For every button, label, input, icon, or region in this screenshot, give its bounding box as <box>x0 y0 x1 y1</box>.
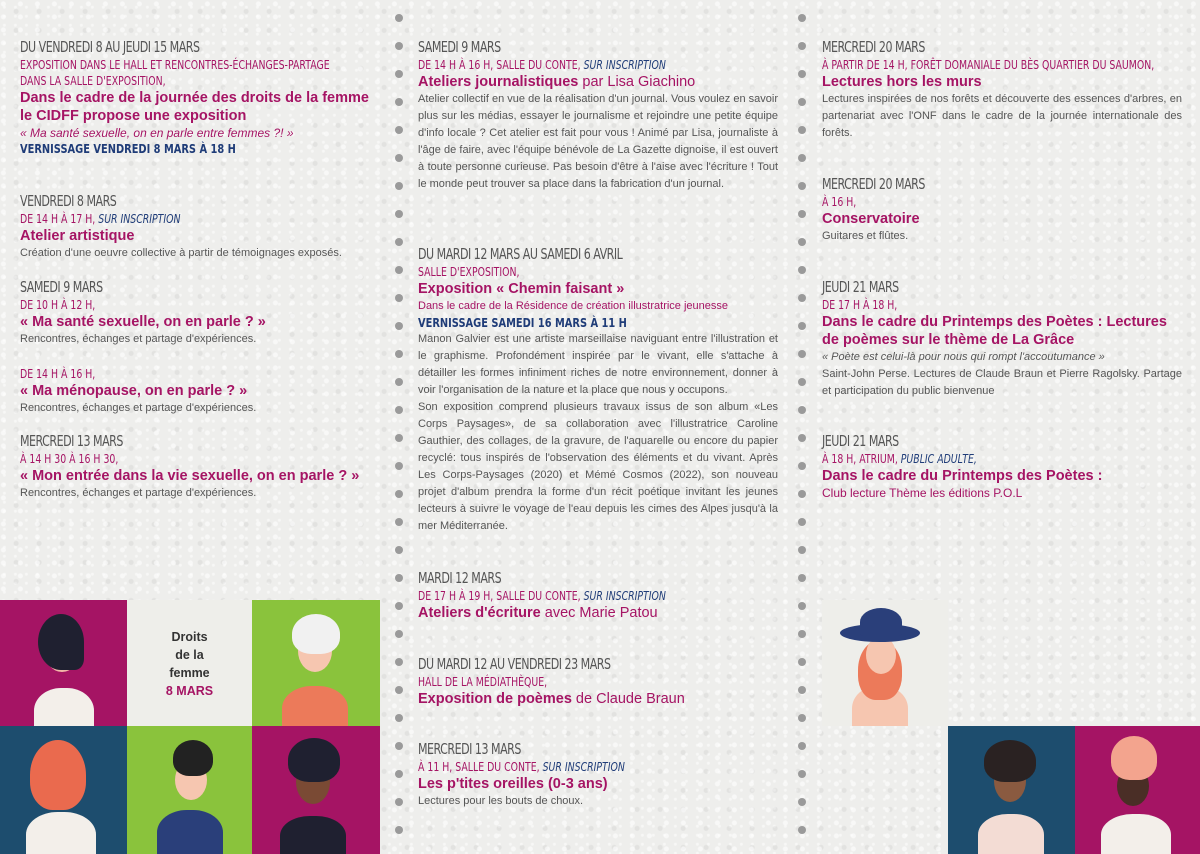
event-meta: EXPOSITION DANS LE HALL ET RENCONTRES-ÉCHANGES-PARTAGE <box>20 58 330 72</box>
perforation-dot <box>798 350 806 358</box>
event-date: VENDREDI 8 MARS <box>20 192 117 210</box>
event-subtitle: Dans le cadre de la Résidence de création illustratrice jeunesse <box>418 300 729 312</box>
perforation-dot <box>798 518 806 526</box>
droits-femme-badge <box>127 600 252 726</box>
event-title: Lectures hors les murs <box>822 74 982 90</box>
event-meta: DE 10 H À 12 H, <box>20 298 96 312</box>
event-date: SAMEDI 9 MARS <box>20 278 103 296</box>
event-meta-time: À 11 H, SALLE DU CONTE, <box>418 760 543 774</box>
event-date: MERCREDI 13 MARS <box>20 432 123 450</box>
event-chemin-faisant <box>418 245 778 535</box>
perforation-dot <box>395 434 403 442</box>
perforation-dot <box>798 658 806 666</box>
event-meta <box>418 57 699 73</box>
event-author: par Lisa Giachino <box>578 74 696 90</box>
perforation-dot <box>395 70 403 78</box>
event-title: Dans le cadre de la journée des droits de la femme le CIDFF propose une exposition <box>20 90 369 124</box>
event-title: Dans le cadre du Printemps des Poètes : <box>822 468 1103 484</box>
perforation-dot <box>395 630 403 638</box>
perforation-dot <box>798 826 806 834</box>
event-meta <box>418 759 699 775</box>
perforation-dot <box>395 406 403 414</box>
event-ptites-oreilles <box>418 740 778 810</box>
illustration-woman-curly <box>948 726 1075 854</box>
event-description: Son exposition comprend plusieurs travaux issus de son album «Les Corps Paysages», de sa collaboration avec l'illustratrice Caroline Gauthier, des collages, de la gravure, de l'aquarelle ou encore du papier recyclé: tous inspirés de l'observation des éléments et du vivant. Après Les Corps-Paysages (2020) et Mémé Cosmos (2022), son nouveau projet d'album prendra la forme d'un récit poétique invitant les jeunes lecteurs à suivre le voyage de l'eau depuis les cimes des Alpes jusqu'à la mer Méditerranée. <box>418 401 778 532</box>
perforation-dot <box>798 154 806 162</box>
perforation-dot <box>798 630 806 638</box>
event-meta-time: DE 17 H À 19 H, SALLE DU CONTE, <box>418 589 584 603</box>
event-date: MERCREDI 20 MARS <box>822 38 925 56</box>
perforation-dot <box>395 574 403 582</box>
perforation-dot <box>395 42 403 50</box>
badge-date: 8 MARS <box>165 684 214 698</box>
perforation-dot <box>798 462 806 470</box>
event-date: DU MARDI 12 MARS AU SAMEDI 6 AVRIL <box>418 245 623 263</box>
event-meta <box>20 211 302 227</box>
event-meta-inscription: SUR INSCRIPTION <box>98 212 181 226</box>
event-vernissage: VERNISSAGE SAMEDI 16 MARS À 11 H <box>418 316 627 330</box>
event-author: de Claude Braun <box>571 691 685 707</box>
event-meta <box>418 588 699 604</box>
event-title-text: Ateliers journalistiques <box>418 74 579 90</box>
event-quote: « Ma santé sexuelle, on en parle entre femmes ?! » <box>20 126 294 140</box>
perforation-dot <box>798 42 806 50</box>
event-atelier-artistique <box>20 192 382 262</box>
illustration-woman-dark-hair <box>0 600 127 726</box>
perforation-dot <box>395 14 403 22</box>
perforation-dot <box>395 826 403 834</box>
perforation-dot <box>798 546 806 554</box>
perforation-dot <box>395 518 403 526</box>
perforation-dot <box>798 322 806 330</box>
illustration-woman-hat <box>822 600 948 726</box>
event-description: Lectures inspirées de nos forêts et découverte des essences d'arbres, en partenariat avec l'ONF dans le cadre de la journée internationale des forêts. <box>822 93 1182 139</box>
perforation-dot <box>395 154 403 162</box>
perforation-dot <box>395 770 403 778</box>
perforation-dot <box>798 210 806 218</box>
event-vie-sexuelle <box>20 432 382 502</box>
event-meta-time: DE 14 H À 17 H, <box>20 212 99 226</box>
perforation-dot <box>798 238 806 246</box>
perforation-dot <box>798 126 806 134</box>
perforation-dot <box>798 378 806 386</box>
perforation-dot <box>395 462 403 470</box>
perforation-dot <box>395 742 403 750</box>
event-meta-inscription: SUR INSCRIPTION <box>583 58 666 72</box>
event-description: Rencontres, échanges et partage d'expériences. <box>20 333 257 345</box>
event-meta: DE 17 H À 18 H, <box>822 298 898 312</box>
perforation-dot <box>798 798 806 806</box>
event-meta-inscription: SUR INSCRIPTION <box>542 760 625 774</box>
event-date: MERCREDI 20 MARS <box>822 175 925 193</box>
event-subtitle: Club lecture Thème les éditions P.O.L <box>822 486 1023 500</box>
event-date: MERCREDI 13 MARS <box>418 740 521 758</box>
badge-line: Droits <box>171 630 208 644</box>
perforation-dot <box>798 574 806 582</box>
event-date: DU VENDREDI 8 AU JEUDI 15 MARS <box>20 38 200 56</box>
event-date: SAMEDI 9 MARS <box>418 38 501 56</box>
illustration-woman-bun <box>127 726 252 854</box>
illustration-woman-white-hair <box>252 600 380 726</box>
event-menopause <box>20 366 382 417</box>
perforation-dot <box>798 434 806 442</box>
event-description: Lectures pour les bouts de choux. <box>418 795 584 807</box>
perforation-dot <box>798 490 806 498</box>
event-description: Rencontres, échanges et partage d'expériences. <box>20 402 257 414</box>
perforation-dot <box>395 686 403 694</box>
event-author: avec Marie Patou <box>540 605 658 621</box>
event-description: Saint-John Perse. Lectures de Claude Braun et Pierre Ragolsky. Partage et participation du public bienvenue <box>822 368 1182 397</box>
event-title: Atelier artistique <box>20 228 135 244</box>
event-vernissage: VERNISSAGE VENDREDI 8 MARS À 18 H <box>20 142 236 156</box>
event-meta: À 16 H, <box>822 195 857 209</box>
perforation-dot <box>798 770 806 778</box>
perforation-dot <box>798 266 806 274</box>
event-meta <box>822 451 1103 467</box>
event-title: Les p'tites oreilles (0-3 ans) <box>418 776 608 792</box>
perforation-dot <box>395 490 403 498</box>
event-cidff-exposition <box>20 38 382 157</box>
perforation-dot <box>798 98 806 106</box>
event-description: Rencontres, échanges et partage d'expériences. <box>20 487 257 499</box>
event-club-lecture <box>822 432 1182 502</box>
badge-line: femme <box>169 666 210 680</box>
perforation-dot <box>798 294 806 302</box>
event-meta-public: PUBLIC ADULTE, <box>900 452 977 466</box>
event-meta: DE 14 H À 16 H, <box>20 367 96 381</box>
perforation-dot <box>395 98 403 106</box>
event-meta: DANS LA SALLE D'EXPOSITION, <box>20 74 166 88</box>
event-date: MARDI 12 MARS <box>418 569 502 587</box>
event-date: JEUDI 21 MARS <box>822 432 899 450</box>
perforation-dot <box>395 798 403 806</box>
perforation-dot <box>395 294 403 302</box>
illustration-woman-afro <box>252 726 380 854</box>
event-meta: HALL DE LA MÉDIATHÈQUE, <box>418 675 548 689</box>
illustration-woman-headwrap <box>1075 726 1200 854</box>
event-conservatoire <box>822 175 1182 245</box>
event-description: Manon Galvier est une artiste marseillaise naviguant entre l'illustration et le graphisme. Profondément inspirée par le vivant, elle s'attache à détailler les formes infiniment riches de notre environnement, donner à voir l'organisation de la nature et la place que nous y occupons. <box>418 333 778 396</box>
event-date: JEUDI 21 MARS <box>822 278 899 296</box>
event-description: Guitares et flûtes. <box>822 230 909 242</box>
event-ateliers-ecriture <box>418 569 778 622</box>
event-lectures-hors-murs <box>822 38 1182 142</box>
event-title: Exposition « Chemin faisant » <box>418 281 625 297</box>
perforation-dot <box>395 714 403 722</box>
event-meta: À PARTIR DE 14 H, FORÊT DOMANIALE DU BÈS QUARTIER DU SAUMON, <box>822 58 1155 72</box>
perforation-dot <box>798 70 806 78</box>
perforation-dot <box>395 378 403 386</box>
perforation-dot <box>395 126 403 134</box>
perforation-dot <box>798 686 806 694</box>
event-meta-time: DE 14 H À 16 H, SALLE DU CONTE, <box>418 58 584 72</box>
event-date: DU MARDI 12 AU VENDREDI 23 MARS <box>418 655 611 673</box>
perforation-dot <box>798 742 806 750</box>
event-sante-sexuelle <box>20 278 382 348</box>
event-title <box>418 604 778 622</box>
perforation-dot <box>798 602 806 610</box>
perforation-dot <box>395 266 403 274</box>
event-title: « Ma santé sexuelle, on en parle ? » <box>20 314 266 330</box>
perforation-dot <box>395 602 403 610</box>
event-meta: À 14 H 30 À 16 H 30, <box>20 452 119 466</box>
perforation-dot <box>395 350 403 358</box>
event-title: Dans le cadre du Printemps des Poètes : Lectures de poèmes sur le thème de La Grâce <box>822 314 1167 348</box>
event-printemps-poetes-lectures <box>822 278 1182 400</box>
event-title-text: Exposition de poèmes <box>418 691 572 707</box>
perforation-dot <box>798 182 806 190</box>
perforation-dot <box>395 322 403 330</box>
illustration-woman-red-hair <box>0 726 127 854</box>
event-title-text: Ateliers d'écriture <box>418 605 541 621</box>
perforation-right <box>796 0 808 854</box>
badge-line: de la <box>175 648 204 662</box>
event-title <box>418 690 778 708</box>
event-description: Atelier collectif en vue de la réalisation d'un journal. Vous voulez en savoir plus sur les médias, essayer le journalisme et rejoindre une petite équipe d'info locale ? Cet atelier est fait pour vous ! Animé par Lisa, journaliste à l'âge de faire, avec l'équipe bénévole de La Gazette dignoise, il est ouvert à toute personne curieuse. Pas besoin d'être à l'aise avec l'écriture ! Tout le monde peut trouver sa place dans la fabrication d'un journal. <box>418 93 778 190</box>
perforation-dot <box>395 546 403 554</box>
event-meta: SALLE D'EXPOSITION, <box>418 265 520 279</box>
event-description: Création d'une oeuvre collective à partir de témoignages exposés. <box>20 247 342 259</box>
event-quote: « Poète est celui-là pour nous qui rompt l'accoutumance » <box>822 351 1105 363</box>
event-title: « Ma ménopause, on en parle ? » <box>20 383 248 399</box>
perforation-left <box>393 0 405 854</box>
perforation-dot <box>798 406 806 414</box>
perforation-dot <box>798 714 806 722</box>
perforation-dot <box>798 14 806 22</box>
event-title <box>418 73 778 91</box>
perforation-dot <box>395 658 403 666</box>
event-ateliers-journalistiques <box>418 38 778 193</box>
event-title: Conservatoire <box>822 211 920 227</box>
event-exposition-poemes <box>418 655 778 708</box>
perforation-dot <box>395 210 403 218</box>
perforation-dot <box>395 238 403 246</box>
event-meta-inscription: SUR INSCRIPTION <box>583 589 666 603</box>
event-meta-time: À 18 H, ATRIUM, <box>822 452 901 466</box>
perforation-dot <box>395 182 403 190</box>
event-title: « Mon entrée dans la vie sexuelle, on en parle ? » <box>20 468 360 484</box>
